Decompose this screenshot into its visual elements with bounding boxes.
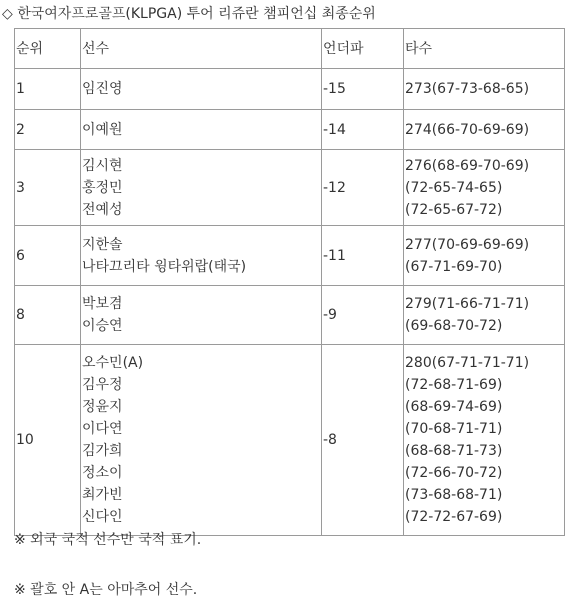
player-cell [81,110,322,150]
rank-cell: 8 [15,286,81,345]
player-cell [81,150,322,226]
player-name: 이예원 [82,121,123,138]
rank-cell: 3 [15,150,81,226]
player-name: 전예성 [82,201,123,218]
strokes-cell [404,345,565,536]
rank-cell: 6 [15,226,81,286]
standings-table [14,28,565,536]
strokes-value: 274(66-70-69-69) [405,121,530,138]
under-par-cell: -12 [322,150,404,226]
strokes-value: (68-69-74-69) [405,399,503,415]
under-par-cell: -8 [322,345,404,536]
strokes-value: 277(70-69-69-69) [405,236,530,253]
player-name: 신다인 [82,509,123,525]
strokes-value: (68-68-71-73) [405,443,503,459]
table-row [15,110,565,150]
strokes-value: (73-68-68-71) [405,487,503,503]
strokes-cell [404,110,565,150]
strokes-value: 279(71-66-71-71) [405,296,530,312]
table-row [15,345,565,536]
footnote-amateur: ※ 괄호 안 A는 아마추어 선수. [14,582,198,598]
header-under-par: 언더파 [322,29,404,69]
header-strokes: 타수 [404,29,565,69]
player-name: 최가빈 [82,487,123,503]
strokes-value: (67-71-69-70) [405,258,503,275]
table-row [15,69,565,110]
under-par-cell: -14 [322,110,404,150]
strokes-value: (72-65-67-72) [405,201,503,218]
player-cell [81,226,322,286]
player-name: 지한솔 [82,236,123,253]
strokes-value: 273(67-73-68-65) [405,81,530,97]
player-name: 나타끄리타 윙타위랍(태국) [82,258,247,275]
strokes-value: (70-68-71-71) [405,421,503,437]
player-name: 임진영 [82,81,123,97]
rank-cell: 10 [15,345,81,536]
footnote-nationality: ※ 외국 국적 선수만 국적 표기. [14,532,202,548]
player-name: 정소이 [82,465,123,481]
table-row [15,150,565,226]
results-title: ◇ 한국여자프로골프(KLPGA) 투어 리쥬란 챔피언십 최종순위 [2,6,376,22]
player-cell [81,69,322,110]
strokes-value: 280(67-71-71-71) [405,355,530,371]
strokes-cell [404,286,565,345]
strokes-value: 276(68-69-70-69) [405,157,530,174]
player-cell [81,286,322,345]
strokes-value: (72-68-71-69) [405,377,503,393]
strokes-value: (69-68-70-72) [405,318,503,334]
strokes-cell [404,226,565,286]
strokes-cell [404,150,565,226]
player-name: 김시현 [82,157,123,174]
header-rank: 순위 [15,29,81,69]
player-name: 박보겸 [82,296,123,312]
player-name: 김가희 [82,443,123,459]
table-header-row [15,29,565,69]
strokes-value: (72-65-74-65) [405,179,503,196]
strokes-cell [404,69,565,110]
strokes-value: (72-66-70-72) [405,465,503,481]
player-name: 홍정민 [82,179,123,196]
under-par-cell: -15 [322,69,404,110]
table-row [15,286,565,345]
player-name: 이다연 [82,421,123,437]
player-name: 오수민(A) [82,355,144,371]
table-row [15,226,565,286]
rank-cell: 1 [15,69,81,110]
player-name: 정윤지 [82,399,123,415]
under-par-cell: -11 [322,226,404,286]
strokes-value: (72-72-67-69) [405,509,503,525]
player-name: 김우정 [82,377,123,393]
under-par-cell: -9 [322,286,404,345]
rank-cell: 2 [15,110,81,150]
player-cell [81,345,322,536]
player-name: 이승연 [82,318,123,334]
header-player: 선수 [81,29,322,69]
